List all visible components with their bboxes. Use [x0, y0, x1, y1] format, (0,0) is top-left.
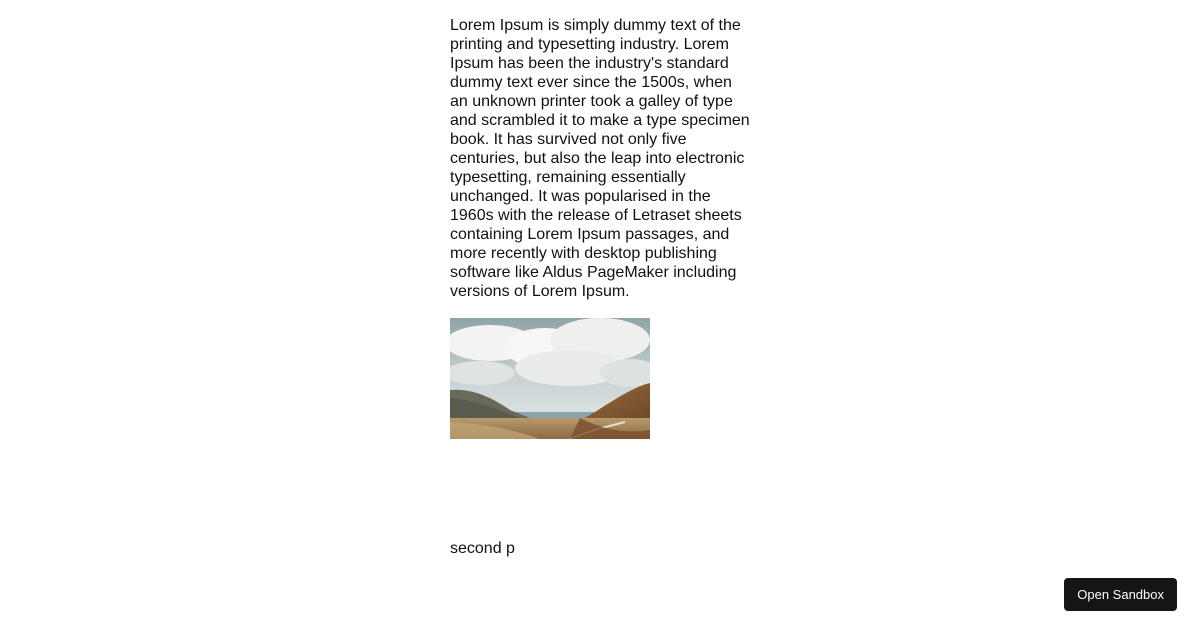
second-paragraph: second p [450, 540, 515, 557]
main-content [450, 16, 750, 558]
lorem-paragraph: Lorem Ipsum is simply dummy text of the printing and typesetting industry. Lorem Ipsum has been the industry's standard dummy text ever since the 1500s, when an unknown printer took a galley of type and scrambled it to make a type specimen book. It has survived not only five centuries, but also the leap into electronic typesetting, remaining essentially unchanged. It was popularised in the 1960s with the release of Letraset sheets containing Lorem Ipsum passages, and more recently with desktop publishing software like Aldus PageMaker including versions of Lorem Ipsum. [450, 17, 750, 300]
landscape-photo [450, 318, 650, 439]
open-sandbox-button[interactable]: Open Sandbox [1064, 578, 1177, 611]
